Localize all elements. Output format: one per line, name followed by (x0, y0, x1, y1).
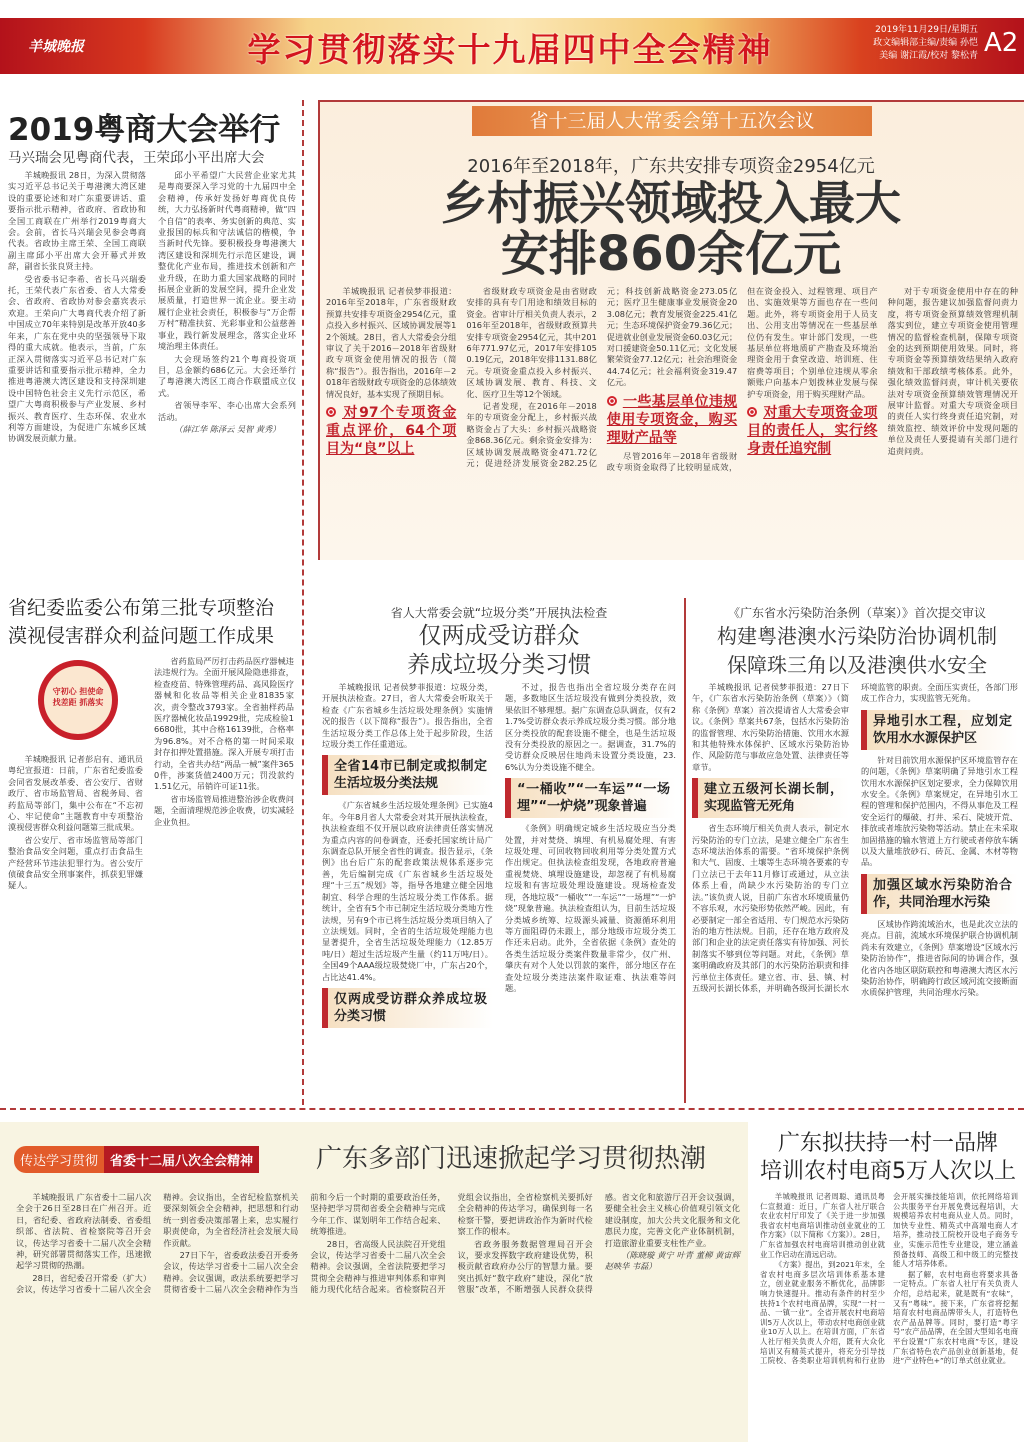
paragraph: 对于专项资金使用中存在的种种问题，报告建议加强监督问责力度，将专项资金预算绩效管理机制落实到位，建立专项资金使用管理情况的监督检查机制，保障专项资金的达到预期使用效果。同时，将专项资金等预算绩效结果纳入政府绩效和干部政绩考核体系。此外，强化绩效监督问责，审计机关要依法对专项资金预算绩效管理情况开展审计监督。对重大专项资金项目的责任人实行终身责任追究制，对绩效监控、绩效评价中发现问题的单位及责任人要提请有关部门进行追责问责。 (887, 286, 1018, 456)
paragraph: 羊城晚报讯 28日，为深入贯彻落实习近平总书记关于粤港澳大湾区建设的重要论述和对广东重要讲话、重要指示批示精神，省政府、省政协和全国工商联在广州举行2019粤商大会。会前，省长马兴瑞会见参会粤商代表。省政协主席王荣、全国工商联副主席邱小平出席大会开幕式并致辞，副省长张良贤主持。 (8, 170, 146, 272)
article-body (154, 656, 294, 829)
headline-line: 广东拟扶持一村一品牌 (777, 1131, 998, 1156)
title-line: 漠视侵害群众利益问题工作成果 (8, 625, 275, 647)
subheading-text: 一些基层单位违规使用专项资金，购买理财产品等 (606, 393, 738, 446)
headline-line: 仅两成受访群众 (418, 623, 580, 649)
session-ribbon: 省十三届人大常委会第十五次会议 (472, 106, 872, 136)
paragraph: 不过，报告也指出全省垃圾分类存在问题，多数地区生活垃圾没有做到分类投放，效果依旧不够理想。据广东调查总队调查，仅有21.7%受访群众表示养成垃圾分类习惯。部分地区分类投放的配套设施不健全，也是生活垃圾没有分类投放的原因之一。据调查，31.7%的受访群众反映居住地尚未设置分类设施，23.6%认为分类设施不健全。 (505, 682, 676, 772)
kicker: 省人大常委会就“垃圾分类”开展执法检查 (390, 606, 608, 620)
paragraph: 《广东省城乡生活垃圾处理条例》已实施4年。今年8月省人大常委会对其开展执法检查，执法检查组不仅开展以政府法律责任落实情况为重点内容的问卷调查，还委托国家统计局广东调查总队开展全省性的调查。报告显示，《条例》出台后广东的配套政策法规体系逐步完善，先后编制完成《广东省城乡生活垃圾处理“十三五”规划》等，指导各地建立健全因地制宜、科学合理的生活垃圾分类工作体系。据统计，全省有5个市已制定生活垃圾分类地方性法规，另有9个市已将生活垃圾分类项目纳入了立法规划。同时，全省的生活垃圾处理能力也显著提升，全省生活垃圾处理能力（12.85万吨/日）超过生活垃圾产生量（约11万吨/日）。全国49个AAA级垃圾焚烧厂中，广东占20个，占比达41.4%。 (322, 800, 493, 982)
paragraph: 28日，省纪委召开常委（扩大）会议，传达学习省委十二届八次全会精神。会议指出，全省纪检监察机关要深刻领会全会精神，把思想和行动统一到省委决策部署上来，忠实履行职责使命，为全省经济社会发展大局作贡献。 (16, 1192, 299, 1295)
page-number: A2 (984, 28, 1019, 58)
article-subtitle: 马兴瑞会见粤商代表，王荣邱小平出席大会 (8, 150, 265, 166)
badge-right: 省委十二届八次全会精神 (104, 1146, 259, 1173)
article-body (760, 1192, 1018, 1366)
newspaper-logo: 羊城晚报 (28, 39, 84, 55)
paragraph: 区域协作跨流域治水，也是此次立法的亮点。目前，流域水环境保护联合协调机制尚未有效建立，《条例》草案增设“区域水污染防治协作”，推进省际间的协调合作，强化省内各地区联防联控和粤港澳大湾区水污染防治协作，明确跨行政区域河流交接断面水质保护管理，共同治理水污染。 (861, 918, 1018, 998)
paragraph: 省市场监管局推进整治涉企收费问题，全面清理规范涉企收费，切实减轻企业负担。 (154, 793, 294, 827)
paragraph: 针对目前饮用水源保护区环境监管存在的问题，《条例》草案明确了异地引水工程饮用水水源保护区划定要求，全力保障饮用水安全。《条例》草案规定，在异地引水工程的管理和保护范围内，不得从事危及工程安全运行的爆破、打井、采石、陡坡开荒、排放或者堆放污染物等活动。禁止在未采取加固措施的输水管道上方行驶或者停放车辆以及大量堆放砂石、砖瓦、金属、木材等物品。 (861, 754, 1018, 868)
issue-date: 2019年11月29日/星期五 (875, 25, 978, 35)
article-title: 2019粤商大会举行 (8, 112, 281, 148)
column-divider (302, 100, 304, 1105)
paragraph: 省公安厅、省市场监管局等部门整治食品安全问题，重点打击食品生产经营环节违法犯罪行为。省公安厅侦破食品安全刑事案件，抓获犯罪嫌疑人。 (8, 834, 143, 891)
bullet-icon (326, 407, 336, 417)
paragraph: 记者发现，在2016年－2018年的专项资金分配上，乡村振兴战略资金占了大头：乡村振兴战略资金868.36亿元。剩余资金安排为：区域协调发展战略资金471.72亿元；促进经济发展资金282.25亿元；科技创新战略资金273.05亿元；医疗卫生健康事业发展资金203.08亿元；教育发展资金225.41亿元；生态环境保护资金79.36亿元；促进就业创业发展资金60.03亿元；对口援建资金50.11亿元；文化发展繁荣资金77.12亿元；社会治理资金44.74亿元；社会福利资金319.47亿元。 (466, 286, 738, 469)
subheading (747, 404, 877, 458)
column-divider (684, 598, 686, 1103)
paragraph: 羊城晚报讯 记者侯梦菲报道：27日下午，《广东省水污染防治条例（草案）》（简称《条例》草案）首次提请省人大常委会审议。《条例》草案共67条，包括水污染防治的监督管理、水污染防治措施、饮用水水源和其他特殊水体保护、区域水污染防治协作、风险防范与事故应急处置、法律责任等章节。 (692, 682, 849, 772)
paragraph: 《方案》提出，到2021年末，全省农村电商多层次培训体系基本建立，创业就业服务不断优化，品牌影响力快速提升。推动有条件的村至少扶持1个农村电商品牌，实现“一村一品、一镇一业”。全省开展农村电商培训5万人次以上，带动农村电商创业就业10万人以上。在培训方面，广东省人社厅相关负责人介绍，既有大众化培训又有精英式提升，将充分引导技工院校、各类职业培训机构和行业协会开展实操技能培训，依托网络培训公共服务平台开展免费远程培训，大规模培养农村电商从业人员。同时，加快专业性、精英式中高端电商人才培养，推动技工院校开设电子商务专业，实施示范性专业建设，建立涵盖预备技师、高级工和中级工的完整技能人才培养体系。 (760, 1192, 1018, 1366)
article-body (8, 754, 143, 893)
article-body (16, 1192, 740, 1296)
design-credits: 美编 谢江霞/校对 黎松青 (879, 51, 978, 61)
subheading: 仅两成受访群众养成垃圾分类习惯 (322, 988, 493, 1028)
kicker: 2016年至2018年，广东共安排专项资金2954亿元 (467, 156, 875, 177)
paragraph: 省级财政专项资金是由省财政安排的具有专门用途和绩效目标的资金。省审计厅相关负责人表示，2016年至2018年，省级财政预算共安排专项资金2954亿元，其中2016年771.97亿元，2017年安排1050.19亿元，2018年安排1131.88亿元。专项资金重点投入乡村振兴、区域协调发展、教育、科技、文化、医疗卫生等12个领域。 (466, 286, 597, 399)
byline: （薛江华 陈泽云 吴智 黄秀） (174, 423, 281, 434)
bullet-icon (607, 396, 617, 406)
article-body (326, 286, 1018, 473)
title-line: 省纪委监委公布第三批专项整治 (8, 597, 275, 619)
headline-line: 保障珠三角以及港澳供水安全 (727, 653, 987, 677)
article-body (322, 682, 676, 1028)
section-title: 学习贯彻落实十九届四中全会精神 (247, 30, 773, 69)
campaign-badge (14, 1146, 259, 1172)
section-divider (0, 1108, 1024, 1110)
subheading-text: 对重大专项资金项目的责任人，实行终身责任追究制 (747, 405, 878, 458)
paragraph: 省药监局严厉打击药品医疗器械违法违规行为。全面开展风险隐患排查，检查疫苗、特殊管理药品、高风险医疗器械和化妆品等相关企业81835家次，责令整改3793家。全省抽样药品医疗器械化妆品19929批，完成检验16680批，其中合格16139批，合格率为96.8%。对不合格的第一时间采取封存扣押处置措施。深入开展专项打击行动，全省共办结“两品一械”案件3650件，涉案货值2400万元；罚没款约1.51亿元，吊销许可证11张。 (154, 656, 294, 792)
paragraph: 省领导李军、李心出席大会系列活动。 (158, 400, 296, 422)
byline: （陈晓璇 黄宁 叶青 董柳 黄宙辉 赵映华 韦磊） (604, 1250, 740, 1272)
article-body (692, 682, 1018, 999)
paragraph: 省政务服务数据管理局召开会议，要求发挥数字政府建设优势，积极贡献省政府办公厅的智慧力量。要突出抓好“数字政府”建设，深化“放管服”改革，不断增强人民群众获得感。省文化和旅游厅召开会议强调，要健全社会主义核心价值观引领文化建设制度，加大公共文化服务和文化惠民力度，完善文化产业体制机制，打造旅游业重要支柱性产业。 (457, 1192, 740, 1295)
headline-line: 构建粤港澳水污染防治协调机制 (717, 624, 997, 648)
paragraph: 27日下午，省委政法委召开委务会议，传达学习省委十二届八次全会精神。会议强调，政法系统要把学习贯彻省委十二届八次全会精神作为当前和今后一个时期的重要政治任务，坚持把学习贯彻省委全会精神与完成今年工作、谋划明年工作结合起来、统筹推进。 (163, 1192, 446, 1295)
page-meta (828, 24, 978, 63)
logo-text: 守初心 担使命 (52, 687, 104, 696)
kicker: 《广东省水污染防治条例（草案）》首次提交审议 (727, 606, 986, 620)
subheading (607, 393, 737, 447)
paragraph: 28日，省高级人民法院召开党组会议，传达学习省委十二届八次全会精神。会议强调，全省法院要把学习贯彻全会精神与推进审判体系和审判能力现代化结合起来。省检察院召开党组会议指出，全省检察机关要抓好全会精神的传达学习，确保到每一名检察干警，要把讲政治作为新时代检察工作的根本。 (310, 1192, 593, 1295)
paragraph: 羊城晚报讯 记者彭启有、通讯员粤纪宣报道：日前，广东省纪委监委会同省发展改革委、省公安厅、省财政厅、省市场监管局、省税务局、省药监局等部门，集中公布在“不忘初心、牢记使命”主题教育中专项整治漠视侵害群众利益问题第三批成果。 (8, 754, 143, 833)
headline-line: 养成垃圾分类习惯 (407, 652, 591, 678)
subheading: 全省14市已制定或拟制定生活垃圾分类法规 (322, 755, 493, 795)
headline (756, 1130, 1020, 1186)
headline: 安排860余亿元 (500, 226, 842, 282)
paragraph: 邱小平希望广大民营企业家尤其是粤商要深入学习党的十九届四中全会精神，传承好发扬好粤商优良传统，大力弘扬新时代粤商精神，做“四个自信”的表率、务实创新的典范、实业报国的标兵和守法诚信的楷模，争当新时代先锋。要积极投身粤港澳大湾区建设和深圳先行示范区建设，调整优化产业布局，推进技术创新和产业升级，在助力重大国家战略的同时拓展企业新的发展空间，提升企业发展质量，打造世界一流企业。要主动履行企业社会责任，积极参与“万企帮万村”精准扶贫、光彩事业和公益慈善事业，践行新发展理念，落实企业环境治理主体责任。 (158, 170, 296, 352)
paragraph: 据了解，农村电商也将要求具备一定特点。广东省人社厅有关负责人介绍，总结起来，就是既有“农味”，又有“粤味”。接下来，广东省将挖掘培育农村电商品牌带头人，打造特色农产品品牌等。同时，要打造“粤字号”农产品品牌，在全国大型知名电商平台设置“广东农村电商”专区，建设广东省特色农产品创业创新基地，促进“产业特色+”的订单式创业就业。 (893, 1269, 1018, 1366)
subheading: “一桶收”“一车运”“一场埋”“一炉烧”现象普遍 (505, 778, 676, 818)
logo-text: 找差距 抓落实 (52, 698, 104, 707)
paragraph: 受省委书记李希、省长马兴瑞委托，王荣代表广东省委、省人大常委会、省政府、省政协对参会嘉宾表示欢迎。王荣向广大粤商代表介绍了新中国成立70年来特别是改革开放40多年来，广东在党中央的坚强领导下取得的重大成就。他表示，当前，广东正深入贯彻落实习近平总书记对广东重要讲话和重要指示批示精神，全力推进粤港澳大湾区建设和支持深圳建设中国特色社会主义先行示范区，希望广大粤商积极参与产业发展、乡村振兴、教育医疗、生态环保、农业水利等方面建设，为促进广东城乡区域协调发展贡献力量。 (8, 273, 146, 444)
subheading-text: 对97个专项资金重点评价，64个项目为“良”以上 (326, 405, 457, 458)
subheading: 建立五级河长湖长制，实现监管无死角 (692, 778, 849, 818)
subheading (326, 404, 456, 458)
headline: 广东多部门迅速掀起学习贯彻热潮 (315, 1144, 706, 1174)
campaign-logo (38, 660, 118, 740)
headline (318, 622, 680, 680)
paragraph: 大会现场签约21个粤商投资项目，总金额约686亿元。大会还举行了粤港澳大湾区工商合作联盟成立仪式。 (158, 353, 296, 398)
badge-left: 传达学习贯彻 (14, 1146, 104, 1173)
paragraph: 羊城晚报讯 记者侯梦菲报道：垃圾分类，开展执法检查。27日，省人大常委会听取关于检查《广东省城乡生活垃圾处理条例》实施情况的报告（以下简称“报告”）。报告指出，全省生活垃圾分类工作总体上处于起步阶段，生活垃圾分类工作任重道远。 (322, 682, 493, 750)
paragraph: 尽管2016年－2018年省级财政专项资金取得了比较明显成效，但在资金投入、过程管理、项目产出、实施效果等方面也存在一些问题。此外，将专项资金用于人员支出、公用支出等情况在一些基层单位仍有发生。审计部门发现，一些基层单位将地质矿产勘查及环境治理资金用于食堂改造、培训班、住宿费等项目；个别单位违规从零余额账户向基本户划拨林业发展与保护专项资金，用于购买理财产品。 (606, 286, 878, 473)
subheading: 异地引水工程，应划定饮用水水源保护区 (861, 710, 1018, 750)
bullet-icon (747, 407, 757, 417)
paragraph: 《条例》明确规定城乡生活垃圾应当分类处置，并对焚烧、填埋、有机易腐处理、有害垃圾处理、可回收物回收利用等分类处置方式作出规定。但执法检查组发现，各地政府普遍重视焚烧、填埋设施建设，却忽视了有机易腐垃圾和有害垃圾处理设施建设。现场检查发现，各地垃圾“一桶收”“一车运”“一场埋”“一炉烧”现象普遍。执法检查组认为，目前生活垃圾分类城乡统筹、垃圾源头减量、资源循环利用等方面阻碍仍未跟上，部分地级市垃圾分类工作还未启动。此外，全省依据《条例》查处的各类生活垃圾分类案件数量非常少，仅广州、肇庆有对个人处以罚款的案件，部分地区存在查处垃圾分类违法案件取证难、执法难等问题。 (505, 823, 676, 993)
paragraph: 省生态环境厅相关负责人表示，制定水污染防治的专门立法，是建立健全广东省生态环境法治体系的需要。“省环境保护条例和大气、固废、土壤等生态环境各要素的专门立法已于去年11月修订或通过，从立法体系上看，尚缺少水污染防治的专门立法。”该负责人说，目前广东省水环境质量仍不容乐观，水污染形势依然严峻。因此，有必要制定一部全省适用、专门规范水污染防治的地方性法规。目前，还存在地方政府及部门和企业的法定责任落实有待加强、河长制落实不够到位等问题。对此，《条例》草案明确政府及其部门的水污染防治职责和排污单位主体责任。建立省、市、县、镇、村五级河长湖长体系，并明确各级河长湖长水环境监管的职责。全面压实责任，各部门形成工作合力，实现监管无死角。 (692, 682, 1018, 993)
article-body (8, 170, 296, 445)
subheading: 加强区域水污染防治合作，共同治理水污染 (861, 874, 1018, 914)
headline-line: 培训农村电商5万人次以上 (760, 1159, 1016, 1184)
paragraph: 羊城晚报讯 记者周聪、通讯员粤仁宣报道：近日，广东省人社厅联合农业农村厅印发了《关于进一步加强我省农村电商培训推动创业就业的工作方案》（以下简称《方案》）。28日，广东省加强农村电商培训推动创业就业工作启动在清远启动。 (760, 1192, 885, 1259)
headline (690, 622, 1024, 680)
editors: 政文编辑部主编/责编 孙恺 (873, 38, 978, 48)
paragraph: 羊城晚报讯 广东省委十二届八次全会于26日至28日在广州召开。近日，省纪委、省政府法制委、省委组织部、省法院、省检察院等召开会议，传达学习省委十二届八次全会精神，研究部署贯彻落实工作，迅速掀起学习贯彻的热潮。 (16, 1192, 152, 1271)
headline: 乡村振兴领域投入最大 (441, 176, 901, 230)
paragraph: 羊城晚报讯 记者侯梦菲报道：2016年至2018年，广东省级财政预算共安排专项资金2954亿元，重点投入乡村振兴、区域协调发展等12个领域。28日，省人大常委会分组审议了关于2016－2018年省级财政专项资金使用情况的报告（简称“报告”）。报告指出，2016年－2018年省级财政专项资金的总体绩效情况良好，基本实现了预期目标。 (326, 286, 457, 399)
article-title (8, 594, 300, 650)
